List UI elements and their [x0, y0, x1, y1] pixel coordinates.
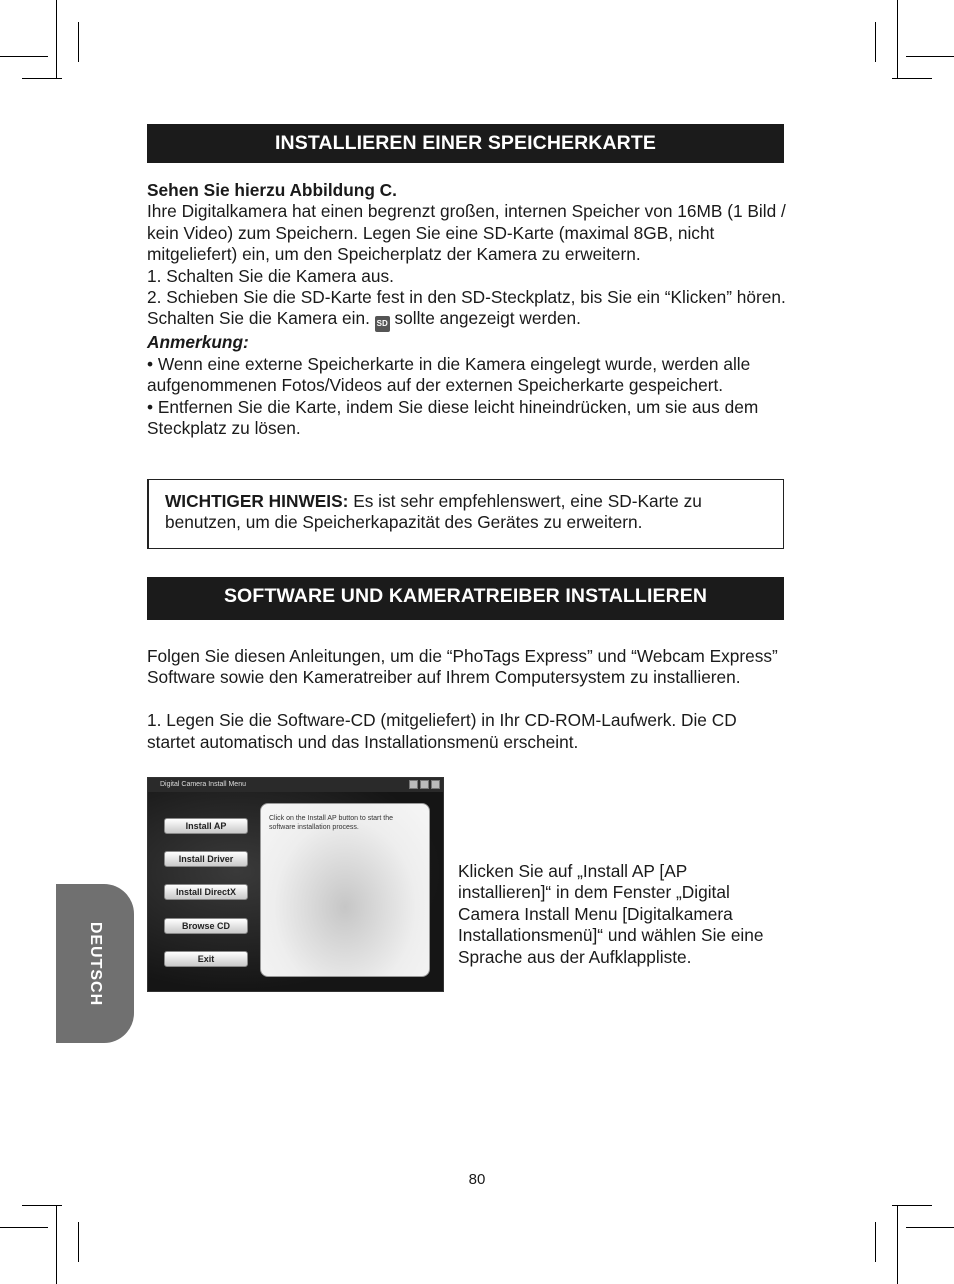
crop-mark: [0, 1227, 48, 1228]
crop-mark: [875, 22, 876, 62]
notice-label: WICHTIGER HINWEIS:: [165, 491, 349, 511]
crop-mark: [56, 1206, 57, 1284]
crop-mark: [78, 22, 79, 62]
note-title: Anmerkung:: [147, 332, 249, 353]
crop-mark: [892, 1205, 932, 1206]
section-title-software: SOFTWARE UND KAMERATREIBER INSTALLIEREN: [147, 577, 784, 620]
browse-cd-button[interactable]: Browse CD: [164, 918, 248, 934]
crop-mark: [78, 1222, 79, 1262]
crop-mark: [897, 1206, 898, 1284]
maximize-icon[interactable]: [420, 780, 429, 789]
crop-mark: [897, 0, 898, 78]
crop-mark: [875, 1222, 876, 1262]
crop-mark: [892, 78, 932, 79]
window-controls: [409, 780, 440, 789]
crop-mark: [906, 56, 954, 57]
note-item: • Entfernen Sie die Karte, indem Sie diese leicht hineindrücken, um sie aus dem Steckplatz zu lösen.: [147, 396, 759, 439]
minimize-icon[interactable]: [409, 780, 418, 789]
memory-intro: Ihre Digitalkamera hat einen begrenzt großen, internen Speicher von 16MB (1 Bild / kein Video) zum Speichern. Legen Sie eine SD-Karte (maximal 8GB, nicht mitgeliefert) ein, um den Speicherplatz der Kamera zu erweitern.: [147, 201, 786, 265]
exit-button[interactable]: Exit: [164, 951, 248, 967]
step-1: 1. Schalten Sie die Kamera aus.: [147, 265, 394, 286]
software-step-1: 1. Legen Sie die Software-CD (mitgeliefert) in Ihr CD-ROM-Laufwerk. Die CD startet automatisch und das Installationsmenü erscheint.: [147, 710, 737, 752]
crop-mark: [906, 1227, 954, 1228]
step-2: [147, 287, 787, 332]
crop-mark: [56, 0, 57, 78]
language-side-tab: [56, 884, 134, 1043]
install-menu-title: Digital Camera Install Menu: [160, 781, 246, 788]
step-2-text-end: sollte angezeigt werden.: [394, 308, 581, 329]
close-icon[interactable]: [431, 780, 440, 789]
memory-card-instructions: [147, 180, 787, 439]
install-ap-button[interactable]: Install AP: [164, 818, 248, 834]
spacer: [147, 689, 787, 710]
section-title-memory-card: INSTALLIEREN EINER SPEICHERKARTE: [147, 124, 784, 163]
install-info-text: Click on the Install AP button to start the software installation process.: [269, 815, 393, 831]
install-ap-caption: Klicken Sie auf „Install AP [AP installieren]“ in dem Fenster „Digital Camera Install Menu [Digitalkamera Installationsmenü]“ und wählen Sie eine Sprache aus der Aufklappliste.: [458, 861, 764, 967]
software-intro: Folgen Sie diesen Anleitungen, um die “PhoTags Express” und “Webcam Express” Software sowie den Kameratreiber auf Ihrem Computersystem zu installieren.: [147, 646, 778, 688]
install-info-panel: [260, 803, 430, 977]
crop-mark: [22, 1205, 62, 1206]
sd-card-icon: SD: [375, 316, 390, 332]
language-label: DEUTSCH: [87, 921, 104, 1006]
important-notice-box: [147, 479, 784, 549]
page-number: 80: [468, 1171, 486, 1188]
crop-mark: [22, 78, 62, 79]
note-item: • Wenn eine externe Speicherkarte in die Kamera eingelegt wurde, werden alle aufgenommenen Fotos/Videos auf der externen Speicherkarte gespeichert.: [147, 353, 751, 396]
install-menu-screenshot: [147, 777, 444, 992]
step-2-text: 2. Schieben Sie die SD-Karte fest in den SD-Steckplatz, bis Sie ein “Klicken” hören. Schalten Sie die Kamera ein.: [147, 287, 786, 329]
crop-mark: [0, 56, 48, 57]
notice-text: Es ist sehr empfehlenswert, eine SD-Karte zu benutzen, um die Speicherkapazität des Gerätes zu erweitern.: [165, 491, 702, 533]
see-figure-line: Sehen Sie hierzu Abbildung C.: [147, 180, 397, 200]
install-menu-titlebar: [148, 778, 443, 792]
install-driver-button[interactable]: Install Driver: [164, 851, 248, 867]
software-instructions: [147, 646, 787, 753]
install-directx-button[interactable]: Install DirectX: [164, 884, 248, 900]
